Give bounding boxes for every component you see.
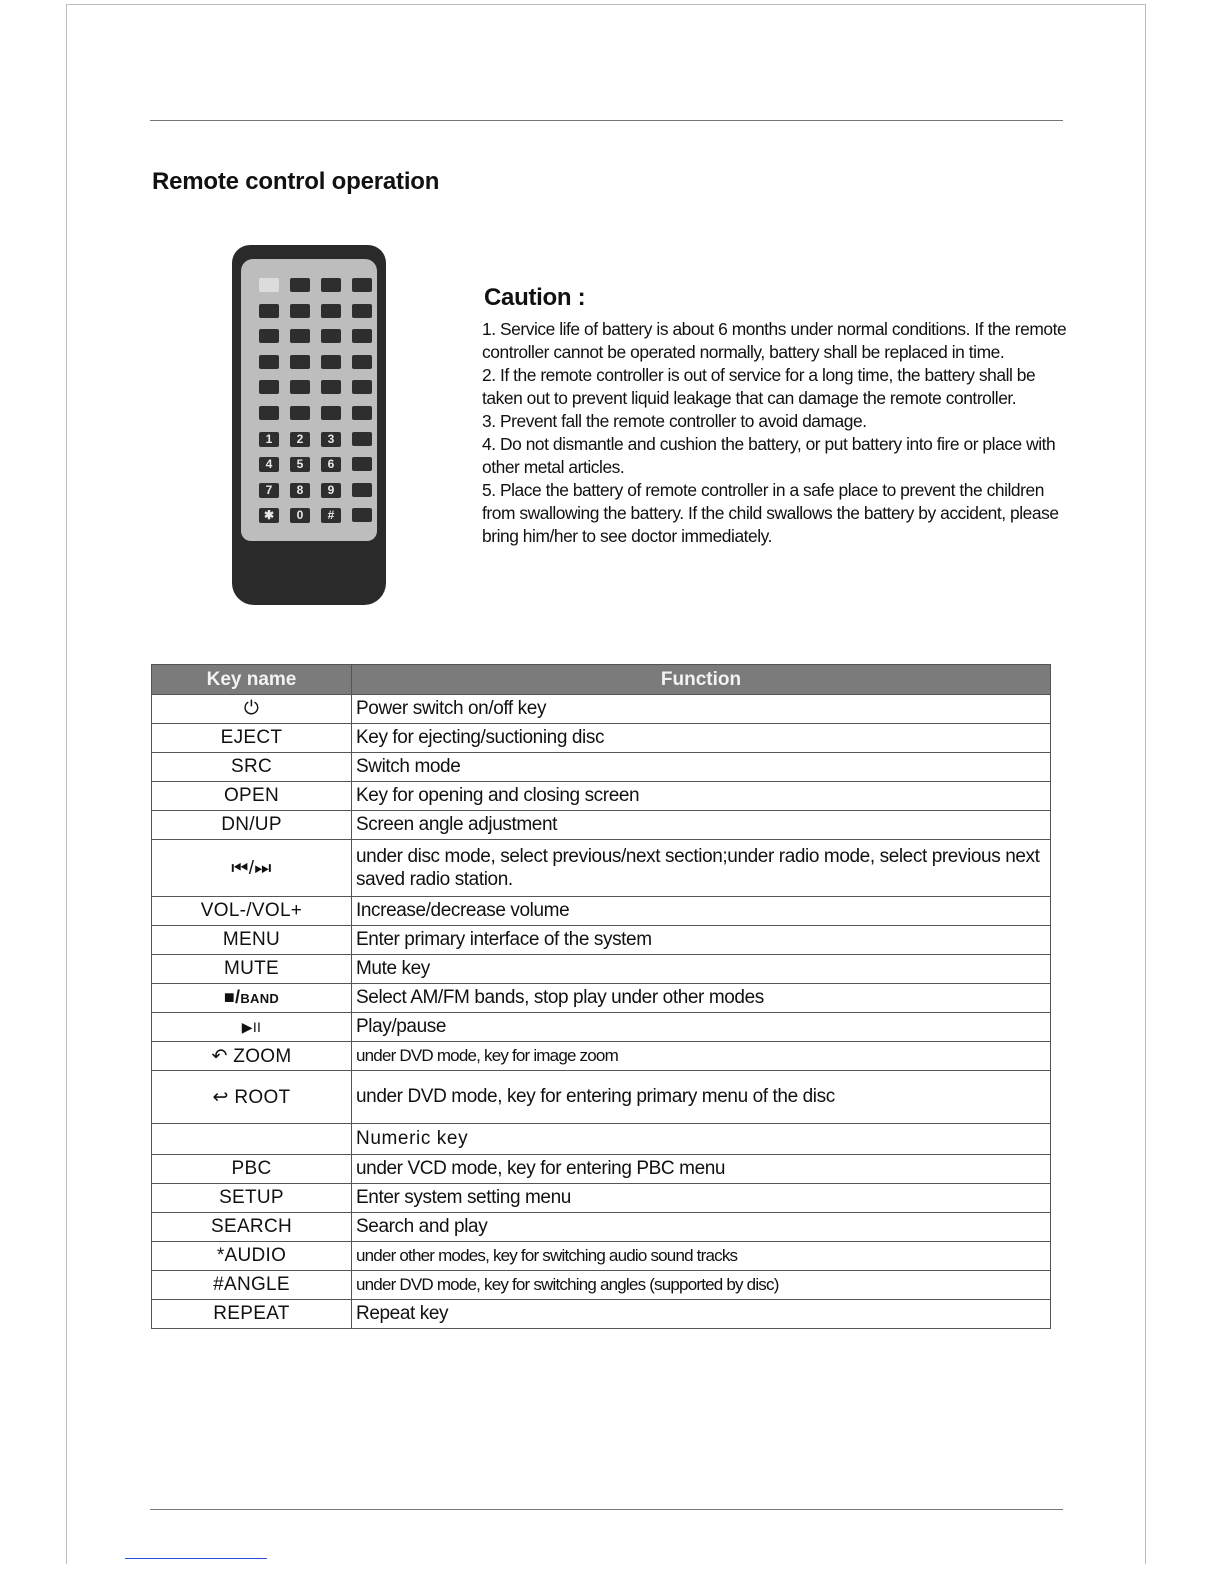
function-cell: under disc mode, select previous/next section;under radio mode, select previous next saved radio station. (352, 840, 1051, 897)
table-row (152, 811, 1051, 840)
key-name-cell: SEARCH (152, 1213, 352, 1242)
footer-link-underline (125, 1558, 267, 1559)
function-cell: Increase/decrease volume (352, 897, 1051, 926)
key-name-cell: EJECT (152, 724, 352, 753)
function-cell: Enter system setting menu (352, 1184, 1051, 1213)
function-cell: Mute key (352, 955, 1051, 984)
key-name-cell: SETUP (152, 1184, 352, 1213)
table-row (152, 1213, 1051, 1242)
remote-key: ✱ (259, 508, 279, 523)
table-row (152, 1042, 1051, 1071)
remote-key (290, 406, 310, 420)
remote-key (259, 380, 279, 394)
footer-rule (150, 1509, 1063, 1510)
remote-key-panel (241, 259, 377, 541)
caution-title: Caution : (484, 284, 586, 311)
remote-key (259, 329, 279, 343)
remote-key (321, 278, 341, 292)
page-title: Remote control operation (152, 168, 440, 195)
key-name-cell: *AUDIO (152, 1242, 352, 1271)
remote-key (290, 355, 310, 369)
table-row (152, 840, 1051, 897)
remote-key (321, 304, 341, 318)
key-name-cell: OPEN (152, 782, 352, 811)
function-cell: Play/pause (352, 1013, 1051, 1042)
remote-key (259, 278, 279, 292)
table-row (152, 1124, 1051, 1155)
remote-key: 8 (290, 483, 310, 498)
function-cell: Numeric key (352, 1124, 1051, 1155)
remote-key (259, 304, 279, 318)
table-row (152, 1013, 1051, 1042)
remote-key (352, 355, 372, 369)
function-cell: Search and play (352, 1213, 1051, 1242)
key-name-cell: MENU (152, 926, 352, 955)
remote-control-image (232, 245, 386, 605)
table-row (152, 782, 1051, 811)
remote-key (352, 457, 372, 471)
key-name-cell (152, 984, 352, 1013)
table-row (152, 753, 1051, 782)
function-cell: Enter primary interface of the system (352, 926, 1051, 955)
remote-key (290, 278, 310, 292)
remote-key: 0 (290, 508, 310, 523)
function-cell: Key for ejecting/suctioning disc (352, 724, 1051, 753)
remote-key (352, 406, 372, 420)
remote-key (290, 304, 310, 318)
remote-key: 1 (259, 432, 279, 447)
key-name-cell: SRC (152, 753, 352, 782)
remote-key (352, 304, 372, 318)
remote-key: 3 (321, 432, 341, 447)
table-row (152, 1155, 1051, 1184)
remote-key (352, 380, 372, 394)
table-row (152, 1271, 1051, 1300)
stop-icon: ■/ (223, 987, 241, 1007)
key-name-cell: PBC (152, 1155, 352, 1184)
column-header-function: Function (352, 665, 1051, 695)
function-cell: Select AM/FM bands, stop play under other modes (352, 984, 1051, 1013)
remote-key: 6 (321, 457, 341, 472)
remote-key (352, 432, 372, 446)
remote-key (321, 380, 341, 394)
remote-key: 5 (290, 457, 310, 472)
key-function-table (151, 664, 1051, 1329)
table-row (152, 1071, 1051, 1124)
function-cell: under VCD mode, key for entering PBC menu (352, 1155, 1051, 1184)
key-name-cell: DN/UP (152, 811, 352, 840)
table-row (152, 724, 1051, 753)
table-row (152, 1184, 1051, 1213)
key-name-cell (152, 1124, 352, 1155)
table-header-row (152, 665, 1051, 695)
function-cell: Key for opening and closing screen (352, 782, 1051, 811)
table-row (152, 926, 1051, 955)
remote-key (321, 355, 341, 369)
key-name-cell: VOL-/VOL+ (152, 897, 352, 926)
function-cell: Power switch on/off key (352, 695, 1051, 724)
key-name-cell: REPEAT (152, 1300, 352, 1329)
table-row (152, 897, 1051, 926)
remote-key (352, 329, 372, 343)
remote-key: 2 (290, 432, 310, 447)
remote-key: # (321, 508, 341, 523)
remote-key (352, 483, 372, 497)
caution-item: 5. Place the battery of remote controller in a safe place to prevent the children from swallowing the battery. If the child swallows the battery by accident, please bring him/her to see doctor immediately. (482, 480, 1059, 546)
table-row (152, 955, 1051, 984)
remote-key (259, 406, 279, 420)
remote-key (321, 329, 341, 343)
remote-key: 9 (321, 483, 341, 498)
table-row (152, 984, 1051, 1013)
function-cell: under DVD mode, key for switching angles (supported by disc) (352, 1271, 1051, 1300)
band-label: BAND (240, 991, 280, 1006)
function-cell: under other modes, key for switching audio sound tracks (352, 1242, 1051, 1271)
function-cell: Repeat key (352, 1300, 1051, 1329)
remote-key (290, 329, 310, 343)
header-rule (150, 120, 1063, 121)
caution-item: 3. Prevent fall the remote controller to avoid damage. (482, 411, 867, 431)
remote-key (321, 406, 341, 420)
caution-section (482, 284, 1072, 548)
prev-next-icon: ⏮/⏭ (152, 840, 352, 897)
function-cell: Screen angle adjustment (352, 811, 1051, 840)
play-pause-icon: ▶II (152, 1013, 352, 1042)
column-header-key-name: Key name (152, 665, 352, 695)
key-name-cell: ↶ ZOOM (152, 1042, 352, 1071)
caution-item: 2. If the remote controller is out of service for a long time, the battery shall be taken out to prevent liquid leakage that can damage the remote controller. (482, 365, 1036, 408)
remote-key (352, 508, 372, 522)
caution-item: 1. Service life of battery is about 6 months under normal conditions. If the remote controller cannot be operated normally, battery shall be replaced in time. (482, 319, 1067, 362)
remote-key: 4 (259, 457, 279, 472)
table-row (152, 1242, 1051, 1271)
function-cell: under DVD mode, key for image zoom (352, 1042, 1051, 1071)
function-cell: under DVD mode, key for entering primary menu of the disc (352, 1071, 1051, 1124)
remote-key (352, 278, 372, 292)
key-name-cell: #ANGLE (152, 1271, 352, 1300)
key-name-cell: ↩ ROOT (152, 1071, 352, 1124)
remote-key: 7 (259, 483, 279, 498)
remote-key (290, 380, 310, 394)
power-icon: ⏻ (152, 695, 352, 724)
remote-key (259, 355, 279, 369)
key-name-cell: MUTE (152, 955, 352, 984)
table-row (152, 1300, 1051, 1329)
caution-item: 4. Do not dismantle and cushion the battery, or put battery into fire or place with other metal articles. (482, 434, 1056, 477)
function-cell: Switch mode (352, 753, 1051, 782)
table-row (152, 695, 1051, 724)
